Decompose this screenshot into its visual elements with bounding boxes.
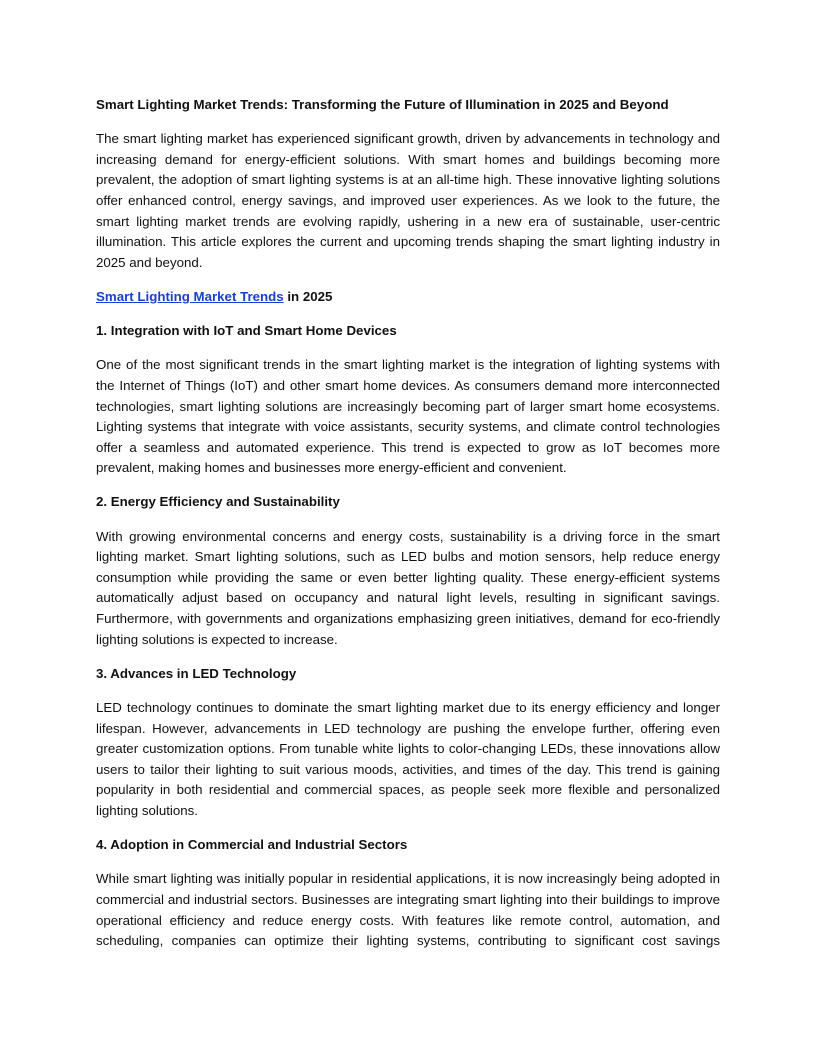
- document-page: [96, 95, 720, 965]
- section-heading: 2. Energy Efficiency and Sustainability: [96, 494, 340, 510]
- market-trends-link[interactable]: Smart Lighting Market Trends: [96, 288, 284, 304]
- document-title: Smart Lighting Market Trends: Transforming the Future of Illumination in 2025 and Beyond: [96, 97, 669, 112]
- trends-heading: [96, 287, 720, 308]
- trends-heading-suffix: in 2025: [283, 288, 333, 304]
- section-heading: 3. Advances in LED Technology: [96, 665, 297, 681]
- section-heading: 4. Adoption in Commercial and Industrial Sectors: [96, 837, 408, 853]
- section-body: With growing environmental concerns and energy costs, sustainability is a driving force in the smart lighting market. Smart lighting solutions, such as LED bulbs and motion sensors, help reduce energy consumption while providing the same or even better lighting quality. These energy-efficient systems automatically adjust based on occupancy and natural light levels, resulting in significant savings. Furthermore, with governments and organizations emphasizing green initiatives, demand for eco-friendly lighting solutions is expected to increase.: [96, 528, 720, 647]
- intro-paragraph: The smart lighting market has experienced significant growth, driven by advancements in technology and increasing demand for energy-efficient solutions. With smart homes and buildings becoming more prevalent, the adoption of smart lighting systems is at an all-time high. These innovative lighting solutions offer enhanced control, energy savings, and improved user experiences. As we look to the future, the smart lighting market trends are evolving rapidly, ushering in a new era of sustainable, user-centric illumination. This article explores the current and upcoming trends shaping the smart lighting industry in 2025 and beyond.: [96, 131, 720, 270]
- section-body: While smart lighting was initially popular in residential applications, it is now increasingly being adopted in commercial and industrial sectors. Businesses are integrating smart lighting into their buildings to improve operational efficiency and reduce energy costs. With features like remote control, automation, and scheduling, companies can optimize their lighting systems, contributing to significant cost savings: [96, 871, 720, 949]
- section-body: One of the most significant trends in the smart lighting market is the integration of lighting systems with the Internet of Things (IoT) and other smart home devices. As consumers demand more interconnected technologies, smart lighting solutions are increasingly becoming part of larger smart home ecosystems. Lighting systems that integrate with voice assistants, security systems, and climate control technologies offer a seamless and automated experience. This trend is expected to grow as IoT becomes more prevalent, making homes and businesses more energy-efficient and convenient.: [96, 357, 720, 476]
- section-body: LED technology continues to dominate the smart lighting market due to its energy efficiency and longer lifespan. However, advancements in LED technology are pushing the envelope further, offering even greater customization options. From tunable white lights to color-changing LEDs, these innovations allow users to tailor their lighting to suit various moods, activities, and times of the day. This trend is gaining popularity in both residential and commercial spaces, as people seek more flexible and personalized lighting solutions.: [96, 700, 720, 818]
- section-heading: 1. Integration with IoT and Smart Home Devices: [96, 323, 397, 339]
